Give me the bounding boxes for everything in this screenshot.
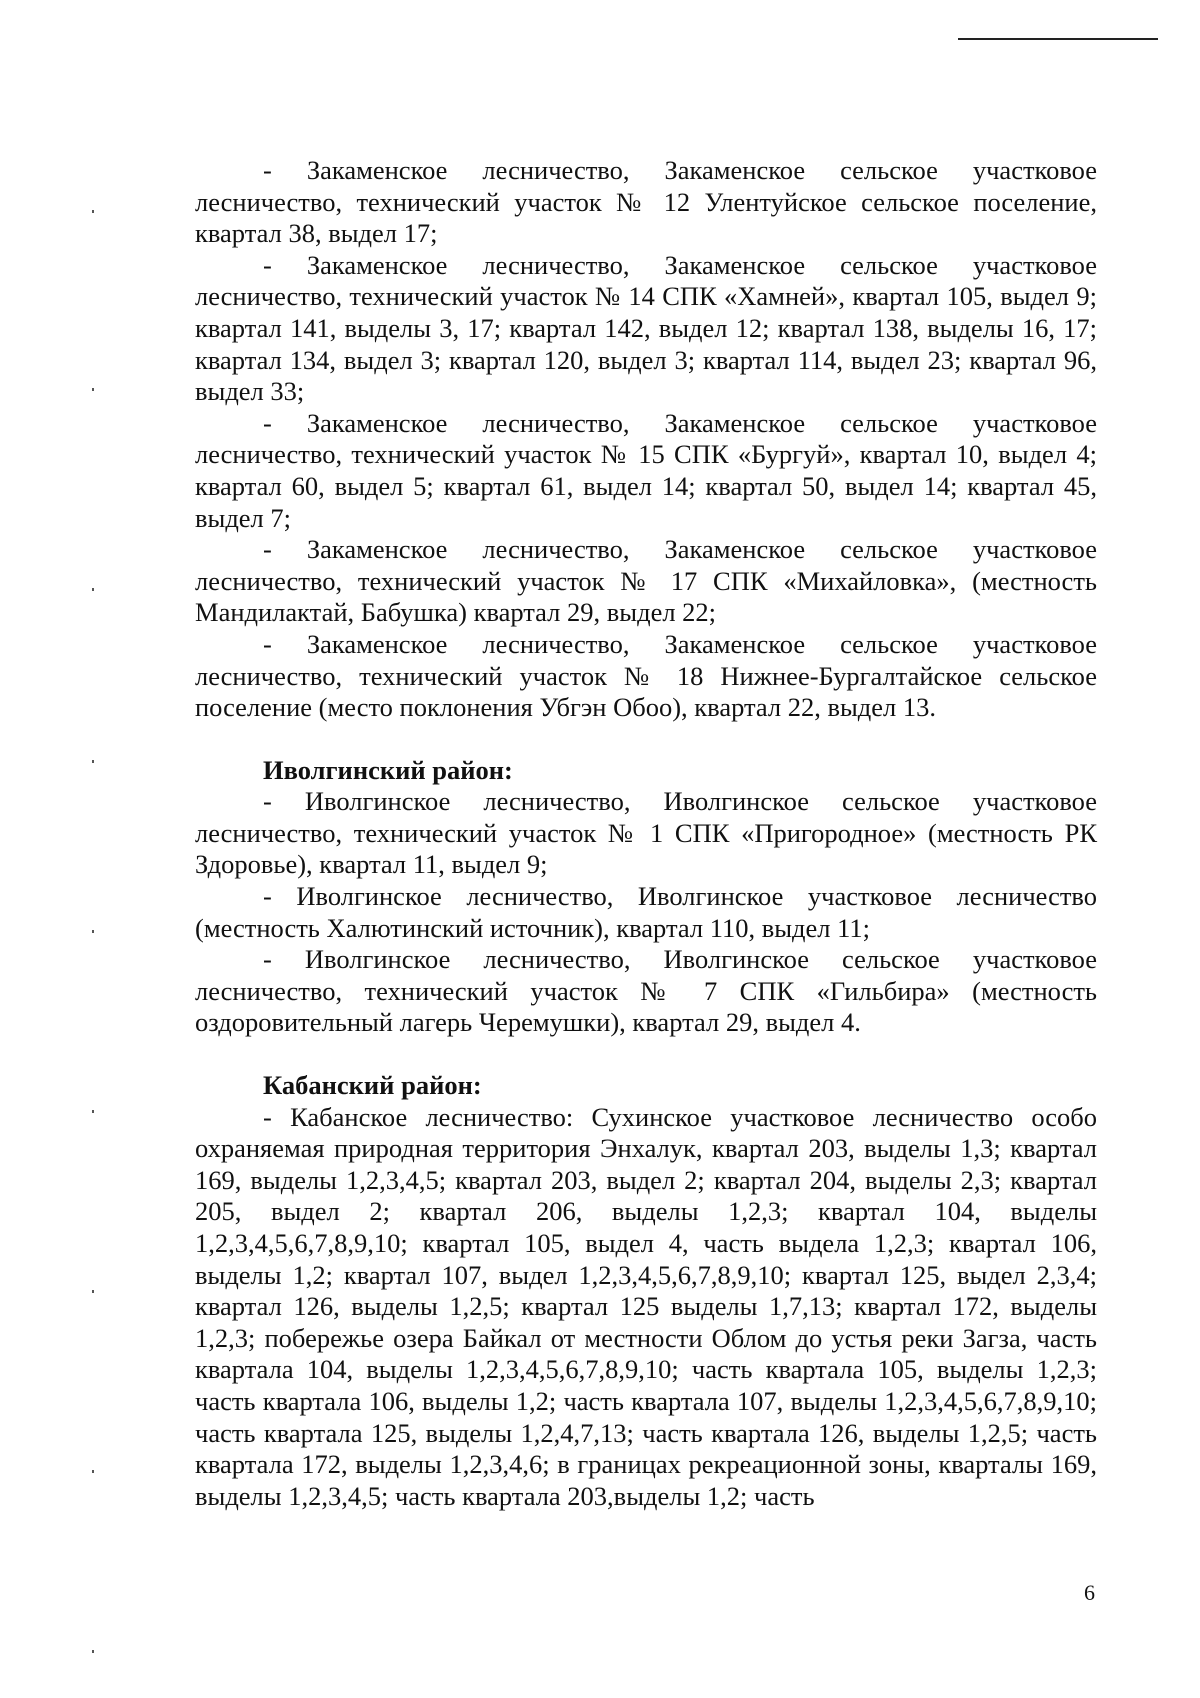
document-body [195, 155, 1097, 1512]
scan-speck [92, 1110, 94, 1113]
scan-speck [92, 1650, 94, 1653]
scan-speck [92, 210, 94, 213]
list-item: - Закаменское лесничество, Закаменское сельское участковое лесничество, технический участок № 14 СПК «Хамней», квартал 105, выдел 9; квартал 141, выделы 3, 17; квартал 142, выдел 12; квартал 138, выделы 16, 17; квартал 134, выдел 3; квартал 120, выдел 3; квартал 114, выдел 23; квартал 96, выдел 33; [195, 249, 1097, 407]
section-heading: Кабанский район: [263, 1070, 482, 1101]
list-item: - Закаменское лесничество, Закаменское сельское участковое лесничество, технический участок № 18 Нижнее-Бургалтайское сельское поселение (место поклонения Убгэн Обоо), квартал 22, выдел 13. [195, 628, 1097, 723]
list-item: - Иволгинское лесничество, Иволгинское сельское участковое лесничество, технический участок № 7 СПК «Гильбира» (местность оздоровительный лагерь Черемушки), квартал 29, выдел 4. [195, 944, 1097, 1038]
page-number: 6 [1084, 1580, 1095, 1605]
section-ivolginsky [195, 724, 1097, 1039]
list-item: - Иволгинское лесничество, Иволгинское сельское участковое лесничество, технический участок № 1 СПК «Пригородное» (местность РК Здоровье), квартал 11, выдел 9; [195, 786, 1097, 880]
list-item: - Закаменское лесничество, Закаменское сельское участковое лесничество, технический участок № 15 СПК «Бургуй», квартал 10, выдел 4; квартал 60, выдел 5; квартал 61, выдел 14; квартал 50, выдел 14; квартал 45, выдел 7; [195, 407, 1097, 533]
scan-speck [92, 930, 94, 933]
header-rule [958, 38, 1158, 40]
scan-speck [92, 388, 94, 391]
list-item: - Закаменское лесничество, Закаменское сельское участковое лесничество, технический участок № 17 СПК «Михайловка», (местность Мандилактай, Бабушка) квартал 29, выдел 22; [195, 534, 1097, 628]
scan-speck [92, 760, 94, 763]
scan-speck [92, 1470, 94, 1473]
section-heading: Иволгинский район: [263, 754, 513, 785]
list-item: - Закаменское лесничество, Закаменское сельское участковое лесничество, технический участок № 12 Улентуйское сельское поселение, квартал 38, выдел 17; [195, 155, 1097, 249]
section-zakamensky [195, 155, 1097, 724]
section-kabansky [195, 1039, 1097, 1512]
scan-speck [92, 588, 94, 591]
list-item: - Иволгинское лесничество, Иволгинское участковое лесничество (местность Халютинский источник), квартал 110, выдел 11; [195, 881, 1097, 943]
list-item: - Кабанское лесничество: Сухинское участковое лесничество особо охраняемая природная территория Энхалук, квартал 203, выделы 1,3; квартал 169, выделы 1,2,3,4,5; квартал 203, выдел 2; квартал 204, выделы 2,3; квартал 205, выдел 2; квартал 206, выделы 1,2,3; квартал 104, выделы 1,2,3,4,5,6,7,8,9,10; квартал 105, выдел 4, часть выдела 1,2,3; квартал 106, выделы 1,2; квартал 107, выдел 1,2,3,4,5,6,7,8,9,10; квартал 125, выдел 2,3,4; квартал 126, выделы 1,2,5; квартал 125 выделы 1,7,13; квартал 172, выделы 1,2,3; побережье озера Байкал от местности Облом до устья реки Загза, часть квартала 104, выделы 1,2,3,4,5,6,7,8,9,10; часть квартала 105, выделы 1,2,3; часть квартала 106, выделы 1,2; часть квартала 107, выделы 1,2,3,4,5,6,7,8,9,10; часть квартала 125, выделы 1,2,4,7,13; часть квартала 126, выделы 1,2,5; часть квартала 172, выделы 1,2,3,4,6; в границах рекреационной зоны, кварталы 169, выделы 1,2,3,4,5; часть квартала 203,выделы 1,2; часть [195, 1101, 1097, 1511]
scan-speck [92, 1290, 94, 1293]
